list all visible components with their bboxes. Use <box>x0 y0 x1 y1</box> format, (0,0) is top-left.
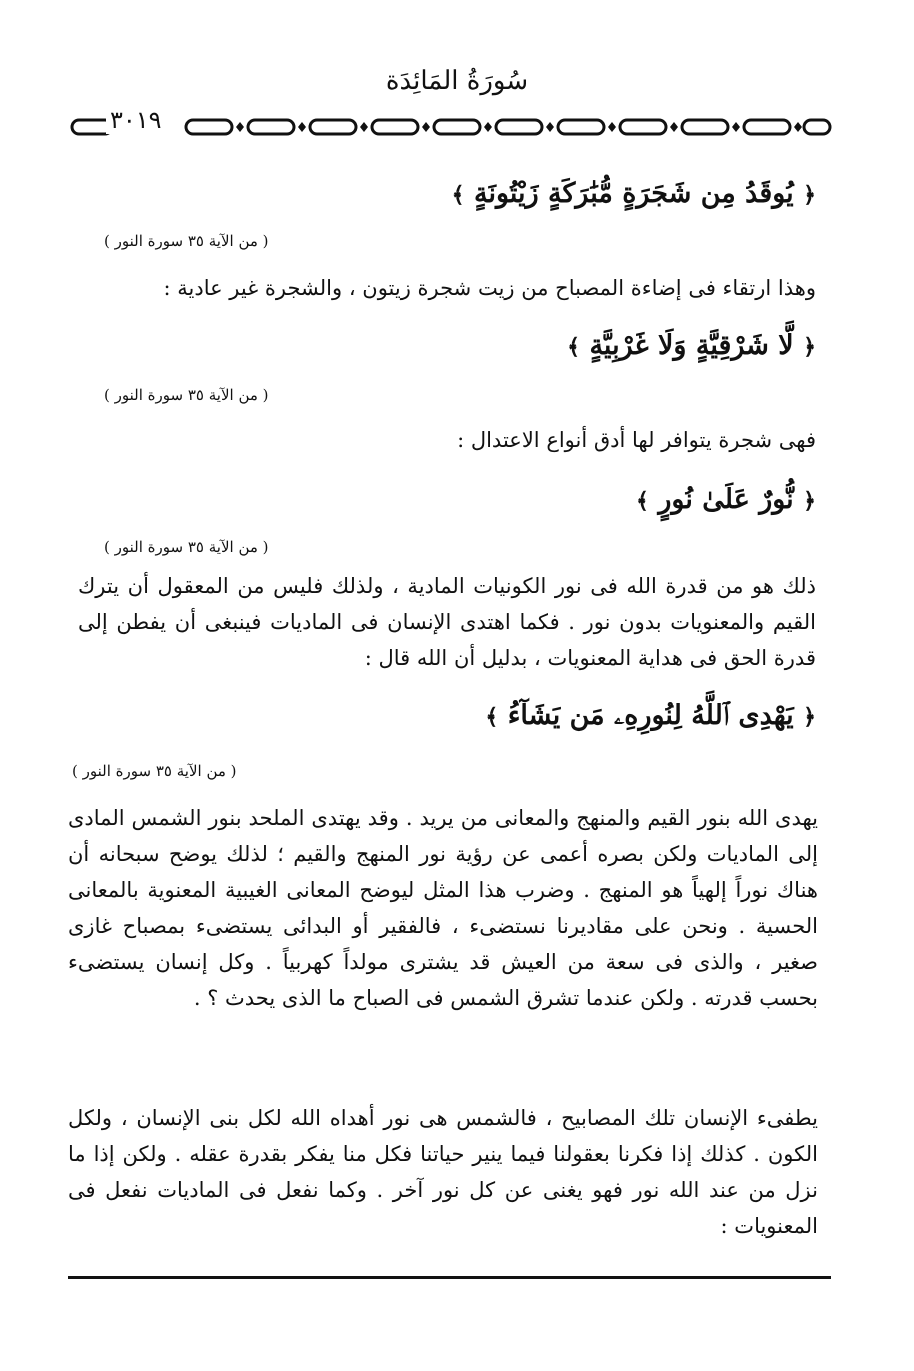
verse-text: يُوقَدُ مِن شَجَرَةٍ مُّبَٰرَكَةٍ زَيْتُونَةٍ <box>473 178 794 209</box>
paragraph-text: فهى شجرة يتوافر لها أدق أنواع الاعتدال : <box>457 428 816 452</box>
paragraph <box>78 422 816 458</box>
verse-reference: ( من الآية ٣٥ سورة النور ) <box>104 538 269 556</box>
paragraph-text: وهذا ارتقاء فى إضاءة المصباح من زيت شجرة زيتون ، والشجرة غير عادية : <box>163 276 816 300</box>
header-ornament-border <box>68 110 836 144</box>
quran-verse <box>78 484 816 515</box>
paragraph <box>68 800 818 1016</box>
quran-verse <box>78 330 816 361</box>
paragraph-text: ذلك هو من قدرة الله فى نور الكونيات المادية ، ولذلك فليس من المعقول أن يترك القيم والمعنويات بدون نور . فكما اهتدى الإنسان فى الماديات فينبغى أن يفطن إلى قدرة الحق فى هداية المعنويات ، بدليل أن الله قال : <box>78 574 816 670</box>
verse-reference: ( من الآية ٣٥ سورة النور ) <box>104 386 269 404</box>
paragraph-text: يطفىء الإنسان تلك المصابيح ، فالشمس هى نور أهداه الله لكل بنى الإنسان ، ولكل الكون . كذلك إذا فكرنا بعقولنا فيما ينير حياتنا فكل منا يفكر بقدرة عقله . ولكن إذا ما نزل من عند الله نور فهو يغنى عن كل نور آخر . وكما نفعل فى الماديات نفعل فى المعنويات : <box>68 1106 818 1238</box>
page-number: ٣٠١٩ <box>106 106 166 134</box>
verse-text: نُّورٌ عَلَىٰ نُورٍ <box>658 484 794 515</box>
paragraph <box>78 270 816 306</box>
verse-close-bracket: ﴾ <box>485 704 499 730</box>
verse-close-bracket: ﴾ <box>636 488 649 514</box>
surah-title: سُورَةُ المَائِدَة <box>385 66 529 96</box>
verse-open-bracket: ﴿ <box>803 182 816 208</box>
verse-close-bracket: ﴾ <box>451 182 465 208</box>
verse-close-bracket: ﴾ <box>567 334 581 360</box>
quran-verse <box>78 178 816 209</box>
verse-reference: ( من الآية ٣٥ سورة النور ) <box>104 232 269 250</box>
verse-reference: ( من الآية ٣٥ سورة النور ) <box>72 762 237 780</box>
paragraph <box>68 1100 818 1244</box>
verse-open-bracket: ﴿ <box>803 334 816 360</box>
paragraph-text: يهدى الله بنور القيم والمنهج والمعانى من يريد . وقد يهتدى الملحد بنور الشمس المادى إلى الماديات ولكن بصره أعمى عن رؤية نور المنهج والقيم ؛ لذلك يوضح سبحانه أن هناك نوراً إلهياً هو المنهج . وضرب هذا المثل ليوضح المعانى الغيبية المعنوية بالمعانى الحسية . ونحن على مقاديرنا نستضىء ، فالفقير أو البدائى يستضىء بمصباح غازى صغير ، والذى فى سعة من العيش قد يشترى مولداً كهربياً . وكل إنسان يستضىء بحسب قدرته . ولكن عندما تشرق الشمس فى الصباح ما الذى يحدث ؟ . <box>68 806 818 1010</box>
quran-verse <box>78 700 816 732</box>
verse-text: يَهْدِى ٱللَّهُ لِنُورِهِۦ مَن يَشَآءُ <box>507 700 794 731</box>
verse-open-bracket: ﴿ <box>803 488 816 514</box>
verse-open-bracket: ﴿ <box>803 704 816 730</box>
paragraph <box>78 568 816 676</box>
footer-rule <box>68 1276 831 1279</box>
verse-text: لَّا شَرْقِيَّةٍ وَلَا غَرْبِيَّةٍ <box>589 330 794 361</box>
